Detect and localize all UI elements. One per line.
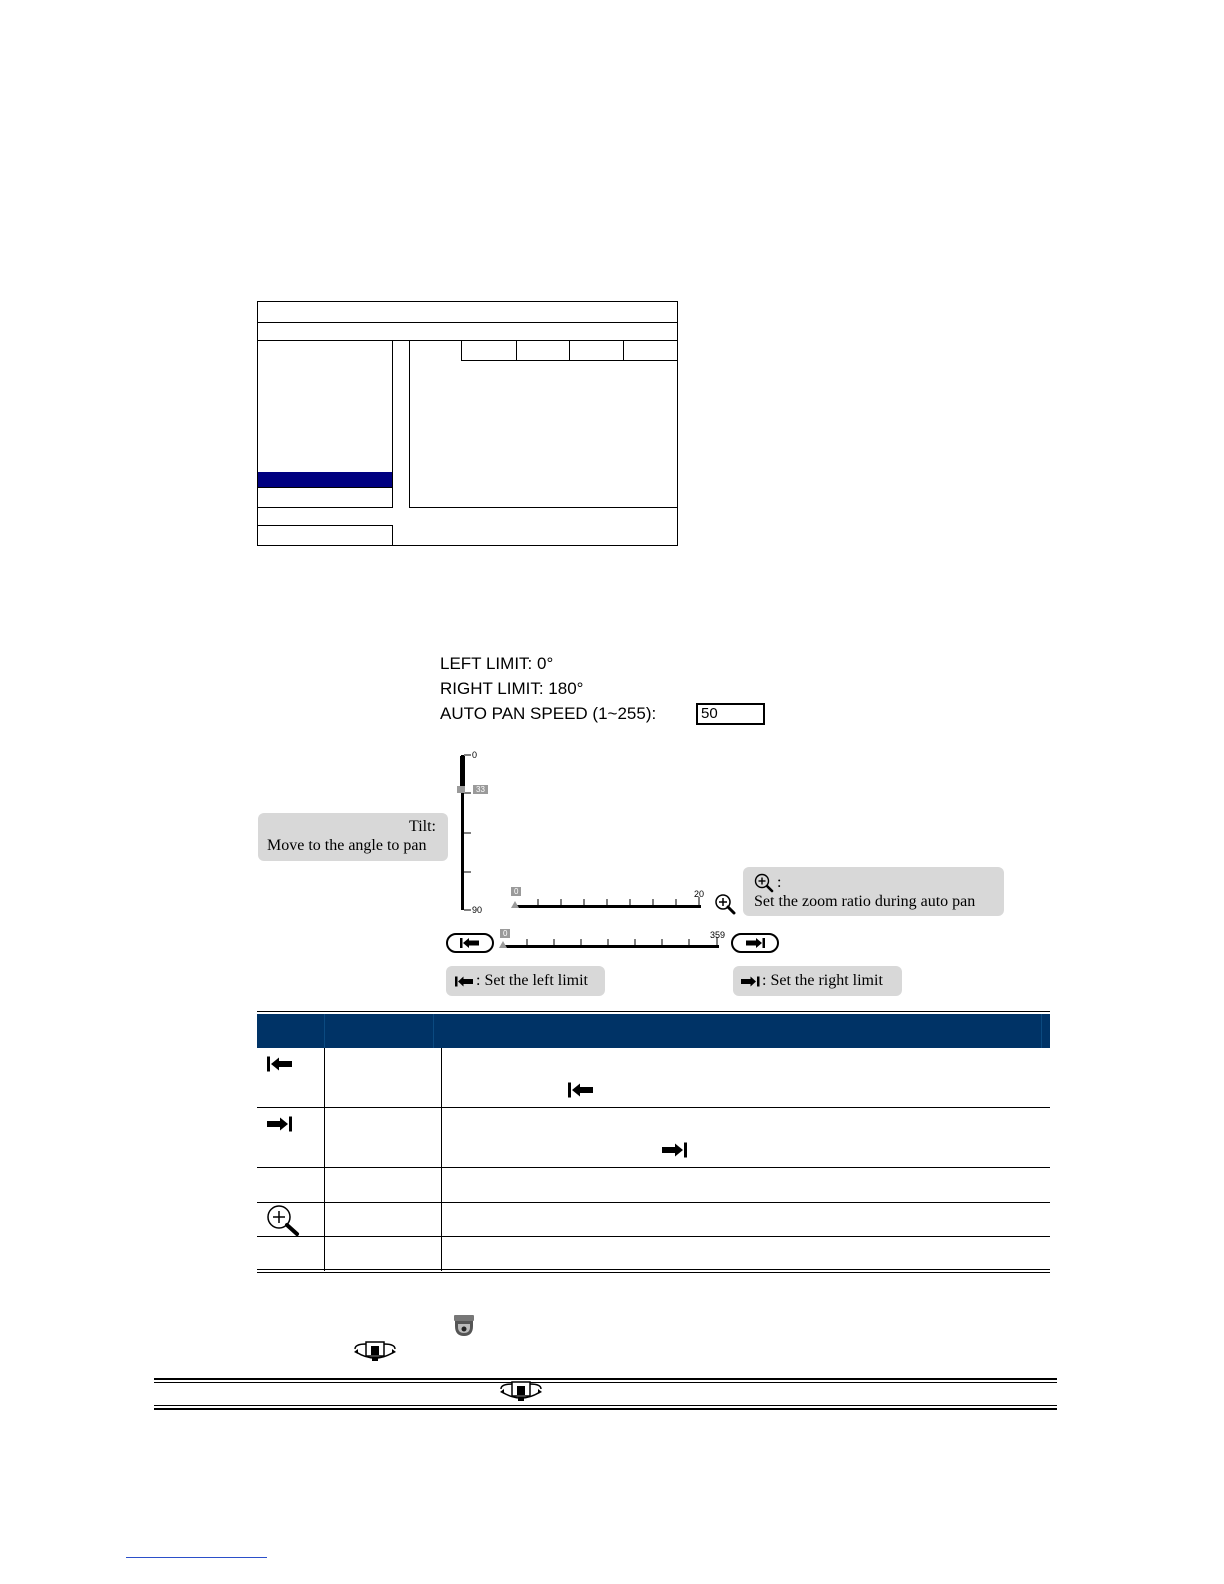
table-header-divider [1041,1014,1042,1048]
menu-tab-3[interactable] [569,340,624,361]
right-limit-arrow-icon [662,1142,688,1158]
set-right-limit-button[interactable] [731,933,779,953]
pan-min-label: 0 [500,929,510,938]
menu-title-bar [257,301,678,323]
menu-bottom-button[interactable] [257,525,393,546]
table-row [257,1108,1050,1167]
zoom-in-icon [754,873,774,893]
zoom-max-label: 20 [694,889,705,899]
right-limit-setting: RIGHT LIMIT: 180° [440,679,584,698]
ptz-rotate-icon [352,1340,398,1364]
left-limit-arrow-icon [455,976,474,987]
tilt-callout [258,813,448,861]
table-bottom-rule [257,1272,1050,1273]
tilt-slider[interactable] [452,748,502,918]
table-row [257,1048,1050,1107]
table-header-divider [433,1014,434,1048]
right-limit-arrow-icon [744,937,766,949]
right-limit-callout [733,966,902,996]
pan-slider-track [501,945,719,948]
zoom-min-label: 0 [511,887,521,896]
zoom-callout [743,867,1004,916]
pan-slider[interactable] [497,930,726,954]
table-top-rule [257,1011,1050,1012]
table-header-divider [324,1014,325,1048]
menu-list-divider [258,487,392,488]
tilt-max-label: 90 [472,905,483,915]
zoom-slider-track [513,905,701,908]
note-bottom-rule [154,1405,1057,1406]
dome-camera-icon [452,1314,476,1338]
auto-pan-speed-input[interactable]: 50 [696,703,765,725]
left-limit-callout [446,966,605,996]
footnote-rule [126,1557,267,1558]
menu-tab-2[interactable] [516,340,570,361]
right-limit-arrow-icon [267,1116,293,1132]
ptz-rotate-icon [498,1380,544,1404]
left-limit-arrow-icon [459,937,481,949]
pan-max-label: 359 [710,930,726,940]
table-bottom-rule [257,1269,1050,1270]
note-bottom-rule [154,1408,1057,1410]
left-limit-arrow-icon [267,1056,293,1072]
zoom-in-icon[interactable] [714,893,736,915]
right-limit-arrow-icon [741,976,760,987]
left-limit-setting: LEFT LIMIT: 0° [440,654,554,673]
tilt-callout-text: Move to the angle to pan [267,837,427,854]
menu-header-strip [257,322,678,341]
note-top-rule [154,1382,1057,1383]
menu-selected-item[interactable] [258,472,392,487]
pan-slider-thumb[interactable] [499,941,507,948]
auto-pan-speed-label: AUTO PAN SPEED (1~255): [440,704,657,723]
left-limit-callout-text: : Set the left limit [476,972,588,989]
tilt-slider-thumb[interactable] [457,786,465,793]
right-limit-callout-text: : Set the right limit [762,972,883,989]
menu-tab-1[interactable] [461,340,517,361]
set-left-limit-button[interactable] [446,933,494,953]
tilt-callout-title: Tilt: [409,818,436,835]
table-row [257,1168,1050,1202]
zoom-slider[interactable] [508,895,708,915]
zoom-callout-text: Set the zoom ratio during auto pan [754,893,976,910]
table-row [257,1203,1050,1236]
note-top-rule [154,1378,1057,1380]
table-header [257,1014,1050,1048]
zoom-slider-thumb[interactable] [511,901,519,908]
menu-right-panel [409,340,678,508]
zoom-in-icon [266,1204,302,1238]
left-limit-arrow-icon [568,1082,594,1098]
tilt-value-label: 33 [473,785,488,794]
tilt-min-label: 0 [472,750,478,760]
tilt-slider-fill [460,756,465,788]
menu-tab-4[interactable] [623,340,678,361]
table-row [257,1237,1050,1269]
zoom-callout-colon: : [777,874,782,891]
